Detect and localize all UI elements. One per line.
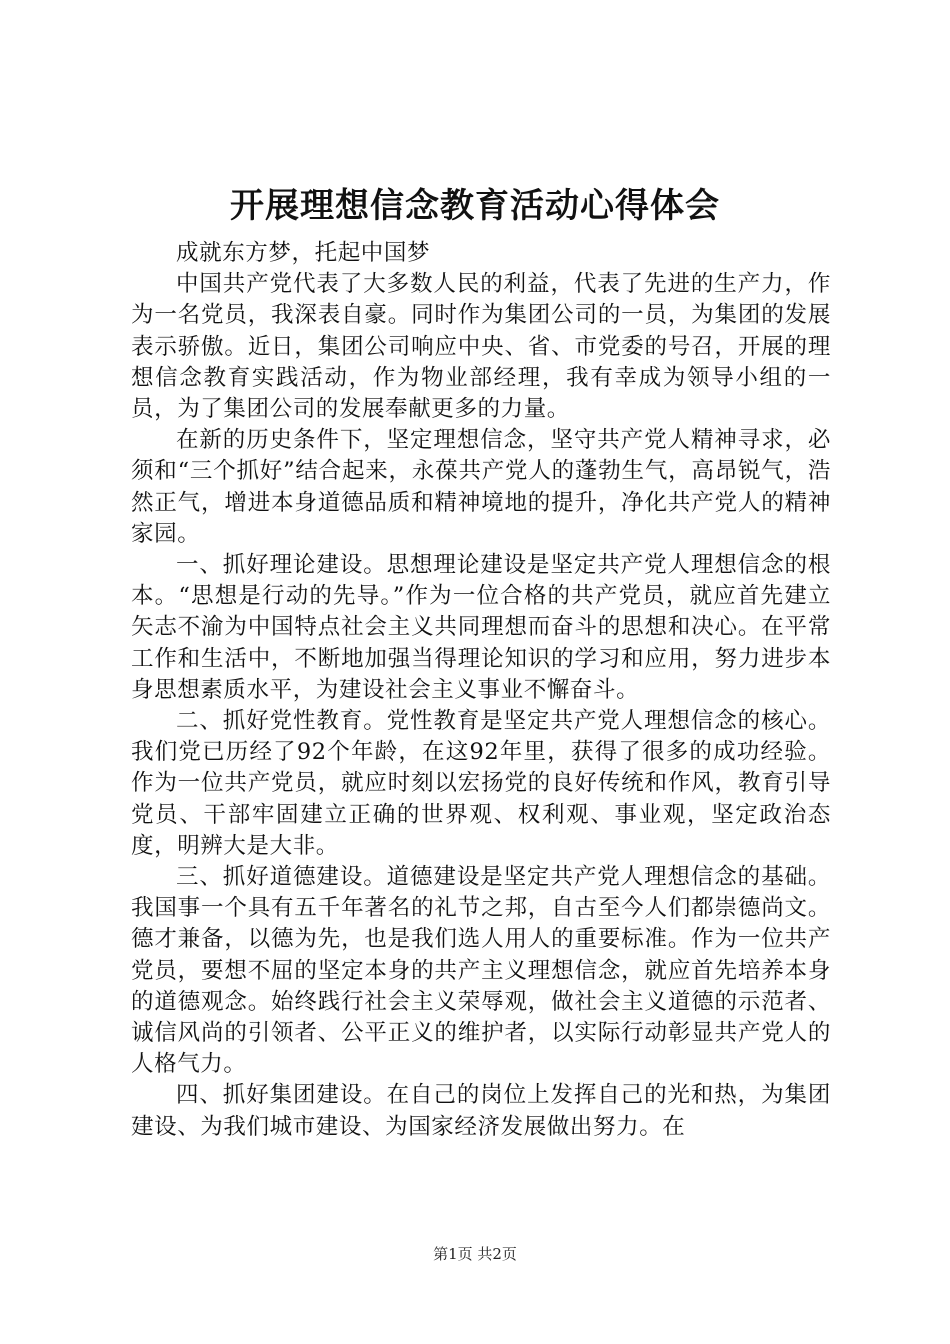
document-body [131,238,831,1143]
paragraph: 四、抓好集团建设。在自己的岗位上发挥自己的光和热，为集团建设、为我们城市建设、为国家经济发展做出努力。在 [131,1082,831,1140]
page-number-footer: 第1页 共2页 [433,1245,517,1263]
paragraph: 一、抓好理论建设。思想理论建设是坚定共产党人理想信念的根本。“思想是行动的先导。”作为一位合格的共产党员，就应首先建立矢志不渝为中国特点社会主义共同理想而奋斗的思想和决心。在平常工作和生活中，不断地加强当得理论知识的学习和应用，努力进步本身思想素质水平，为建设社会主义事业不懈奋斗。 [131,552,831,703]
paragraph: 在新的历史条件下，坚定理想信念，坚守共产党人精神寻求，必须和“三个抓好”结合起来，永葆共产党人的蓬勃生气，高昂锐气，浩然正气，增进本身道德品质和精神境地的提升，净化共产党人的精神家园。 [131,427,831,547]
paragraph-subtitle: 成就东方梦，托起中国梦 [176,240,431,266]
paragraph: 三、抓好道德建设。道德建设是坚定共产党人理想信念的基础。我国事一个具有五千年著名的礼节之邦，自古至今人们都崇德尚文。德才兼备，以德为先，也是我们选人用人的重要标准。作为一位共产党员，要想不屈的坚定本身的共产主义理想信念，就应首先培养本身的道德观念。始终践行社会主义荣辱观，做社会主义道德的示范者、诚信风尚的引领者、公平正义的维护者，以实际行动彰显共产党人的人格气力。 [131,864,831,1078]
paragraph: 二、抓好党性教育。党性教育是坚定共产党人理想信念的核心。我们党已历经了92个年龄，在这92年里，获得了很多的成功经验。作为一位共产党员，就应时刻以宏扬党的良好传统和作风，教育引导党员、干部牢固建立正确的世界观、权利观、事业观，坚定政治态度，明辨大是大非。 [131,708,831,859]
paragraph: 中国共产党代表了大多数人民的利益，代表了先进的生产力，作为一名党员，我深表自豪。同时作为集团公司的一员，为集团的发展表示骄傲。近日，集团公司响应中央、省、市党委的号召，开展的理想信念教育实践活动，作为物业部经理，我有幸成为领导小组的一员，为了集团公司的发展奉献更多的力量。 [131,271,831,423]
document-title: 开展理想信念教育活动心得体会 [230,186,720,226]
